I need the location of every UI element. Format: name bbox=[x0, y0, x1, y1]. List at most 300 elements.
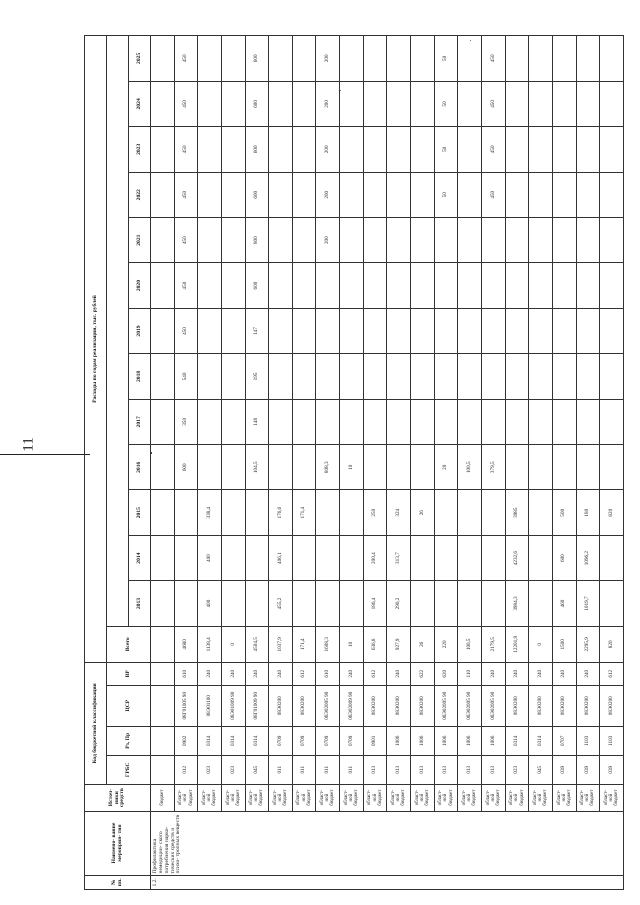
vr-cell: 240 bbox=[552, 662, 576, 685]
rzpr-cell: 0707 bbox=[552, 726, 576, 755]
vr-cell: 240 bbox=[245, 662, 269, 685]
year-value-cell bbox=[529, 581, 553, 626]
rzpr-cell: 0709 bbox=[340, 726, 364, 755]
year-value-cell: 4232,6 bbox=[505, 535, 529, 580]
year-value-cell bbox=[269, 127, 293, 172]
year-value-cell bbox=[363, 399, 387, 444]
vr-cell: 240 bbox=[529, 662, 553, 685]
year-value-cell bbox=[292, 127, 316, 172]
year-value-cell bbox=[552, 217, 576, 262]
csr-cell: 08Э02005 90 bbox=[434, 685, 458, 726]
year-value-cell: 50 bbox=[434, 81, 458, 126]
year-value-cell bbox=[529, 263, 553, 308]
year-value-cell bbox=[600, 445, 624, 490]
csr-cell: 08Э0200 bbox=[411, 685, 435, 726]
year-value-cell bbox=[363, 127, 387, 172]
year-value-cell bbox=[198, 127, 222, 172]
year-value-cell bbox=[576, 399, 600, 444]
year-value-cell bbox=[269, 308, 293, 353]
year-value-cell bbox=[458, 172, 482, 217]
table-row bbox=[198, 36, 222, 890]
header-year: 2014 bbox=[129, 535, 151, 580]
rzpr-cell: 0314 bbox=[221, 726, 245, 755]
year-value-cell bbox=[387, 127, 411, 172]
year-value-cell: 540 bbox=[174, 354, 198, 399]
year-value-cell bbox=[340, 490, 364, 535]
year-value-cell: 450 bbox=[174, 81, 198, 126]
grbs-cell bbox=[151, 755, 175, 784]
page-number: 11 bbox=[20, 437, 37, 452]
year-value-cell: 3984,3 bbox=[505, 581, 529, 626]
table-row bbox=[387, 36, 411, 890]
year-value-cell bbox=[198, 172, 222, 217]
header-budget-classification: Код бюджетной классификации bbox=[85, 662, 107, 784]
year-value-cell bbox=[458, 399, 482, 444]
year-value-cell bbox=[434, 263, 458, 308]
csr-cell: 08Г01005 90 bbox=[174, 685, 198, 726]
expense-table bbox=[84, 35, 624, 890]
grbs-cell: 013 bbox=[411, 755, 435, 784]
grbs-cell: 013 bbox=[363, 755, 387, 784]
year-value-cell bbox=[458, 490, 482, 535]
total-cell: 171,4 bbox=[292, 626, 316, 662]
rzpr-cell: 1006 bbox=[411, 726, 435, 755]
year-value-cell bbox=[221, 399, 245, 444]
year-value-cell: 450 bbox=[174, 308, 198, 353]
total-cell: 1500 bbox=[552, 626, 576, 662]
csr-cell: 08Э02005 90 bbox=[316, 685, 340, 726]
total-cell bbox=[151, 626, 175, 662]
table-row bbox=[481, 36, 505, 890]
year-value-cell bbox=[174, 535, 198, 580]
year-value-cell bbox=[387, 81, 411, 126]
year-value-cell bbox=[411, 535, 435, 580]
year-value-cell bbox=[174, 581, 198, 626]
year-value-cell bbox=[363, 445, 387, 490]
year-value-cell bbox=[458, 127, 482, 172]
header-source: Источ- ники средств bbox=[85, 784, 151, 811]
year-value-cell bbox=[363, 172, 387, 217]
year-value-cell bbox=[292, 308, 316, 353]
year-value-cell: 450 bbox=[481, 172, 505, 217]
vr-cell: 240 bbox=[221, 662, 245, 685]
year-value-cell: 313,7 bbox=[387, 535, 411, 580]
year-value-cell bbox=[340, 399, 364, 444]
header-year: 2025 bbox=[129, 36, 151, 82]
csr-cell: 08Г01009 90 bbox=[245, 685, 269, 726]
year-value-cell: 100,5 bbox=[458, 445, 482, 490]
csr-cell: 08Э0200 bbox=[600, 685, 624, 726]
year-value-cell bbox=[576, 308, 600, 353]
year-value-cell bbox=[245, 490, 269, 535]
year-value-cell bbox=[600, 535, 624, 580]
csr-cell: 08Э0200 bbox=[363, 685, 387, 726]
vr-cell: 622 bbox=[411, 662, 435, 685]
table-row bbox=[552, 36, 576, 890]
year-value-cell bbox=[198, 81, 222, 126]
year-value-cell bbox=[387, 399, 411, 444]
year-value-cell bbox=[600, 354, 624, 399]
year-value-cell: 104,5 bbox=[245, 445, 269, 490]
grbs-cell: 013 bbox=[387, 755, 411, 784]
total-cell: 12201,9 bbox=[505, 626, 529, 662]
table-body bbox=[151, 36, 624, 890]
total-cell: 927,9 bbox=[387, 626, 411, 662]
year-value-cell bbox=[269, 354, 293, 399]
year-value-cell bbox=[151, 354, 175, 399]
header-year: 2024 bbox=[129, 81, 151, 126]
year-value-cell bbox=[221, 308, 245, 353]
year-value-cell: 450 bbox=[174, 217, 198, 262]
table-row bbox=[411, 36, 435, 890]
year-value-cell bbox=[151, 581, 175, 626]
year-value-cell bbox=[198, 36, 222, 82]
year-value-cell bbox=[221, 490, 245, 535]
year-value-cell bbox=[387, 445, 411, 490]
year-value-cell: 180 bbox=[576, 490, 600, 535]
grbs-cell: 023 bbox=[221, 755, 245, 784]
year-value-cell bbox=[529, 490, 553, 535]
total-cell: 2179,5 bbox=[481, 626, 505, 662]
year-value-cell bbox=[221, 445, 245, 490]
year-value-cell: 200 bbox=[316, 172, 340, 217]
header-year: 2013 bbox=[129, 581, 151, 626]
year-value-cell bbox=[198, 399, 222, 444]
year-value-cell bbox=[151, 263, 175, 308]
year-value-cell bbox=[269, 172, 293, 217]
csr-cell: 08Э0200 bbox=[529, 685, 553, 726]
header-year: 2015 bbox=[129, 490, 151, 535]
year-value-cell bbox=[292, 445, 316, 490]
year-value-cell bbox=[600, 81, 624, 126]
year-value-cell bbox=[434, 490, 458, 535]
year-value-cell bbox=[481, 490, 505, 535]
year-value-cell bbox=[529, 172, 553, 217]
year-value-cell: 600 bbox=[245, 263, 269, 308]
source-cell: област- ной бюджет bbox=[292, 784, 316, 811]
year-value-cell bbox=[481, 263, 505, 308]
csr-cell: 08Э02005 90 bbox=[481, 685, 505, 726]
year-value-cell: 20 bbox=[434, 445, 458, 490]
year-value-cell bbox=[363, 308, 387, 353]
year-value-cell: 600 bbox=[245, 172, 269, 217]
year-value-cell bbox=[221, 36, 245, 82]
year-value-cell bbox=[316, 354, 340, 399]
year-value-cell bbox=[552, 399, 576, 444]
year-value-cell: 200 bbox=[316, 36, 340, 82]
year-value-cell bbox=[198, 308, 222, 353]
total-cell: 1037,9 bbox=[269, 626, 293, 662]
source-cell: област- ной бюджет bbox=[529, 784, 553, 811]
year-value-cell bbox=[600, 36, 624, 82]
year-value-cell: 50 bbox=[434, 172, 458, 217]
header-year: 2016 bbox=[129, 445, 151, 490]
rzpr-cell: 1103 bbox=[576, 726, 600, 755]
year-value-cell bbox=[458, 354, 482, 399]
year-value-cell bbox=[316, 399, 340, 444]
vr-cell: 110 bbox=[458, 662, 482, 685]
year-value-cell bbox=[600, 399, 624, 444]
year-value-cell bbox=[316, 308, 340, 353]
year-value-cell bbox=[552, 354, 576, 399]
year-value-cell bbox=[458, 535, 482, 580]
csr-cell: 08Э0200 bbox=[552, 685, 576, 726]
year-value-cell bbox=[292, 581, 316, 626]
year-value-cell bbox=[576, 354, 600, 399]
year-value-cell: 450 bbox=[481, 127, 505, 172]
year-value-cell bbox=[245, 535, 269, 580]
year-value-cell bbox=[340, 217, 364, 262]
year-value-cell bbox=[198, 445, 222, 490]
grbs-cell: 011 bbox=[316, 755, 340, 784]
year-value-cell bbox=[151, 217, 175, 262]
vr-cell: 240 bbox=[387, 662, 411, 685]
year-value-cell bbox=[340, 81, 364, 126]
year-value-cell bbox=[434, 399, 458, 444]
rzpr-cell: 1103 bbox=[600, 726, 624, 755]
year-value-cell bbox=[481, 217, 505, 262]
source-cell: област- ной бюджет bbox=[434, 784, 458, 811]
table-row bbox=[434, 36, 458, 890]
source-cell: област- ной бюджет bbox=[552, 784, 576, 811]
csr-cell bbox=[151, 685, 175, 726]
source-cell: област- ной бюджет bbox=[411, 784, 435, 811]
total-cell: 0 bbox=[529, 626, 553, 662]
year-value-cell: 450 bbox=[174, 263, 198, 308]
year-value-cell bbox=[552, 263, 576, 308]
year-value-cell bbox=[340, 36, 364, 82]
year-value-cell bbox=[316, 263, 340, 308]
rzpr-cell: 0709 bbox=[316, 726, 340, 755]
year-value-cell bbox=[387, 172, 411, 217]
year-value-cell bbox=[363, 354, 387, 399]
year-value-cell: 600 bbox=[245, 127, 269, 172]
year-value-cell bbox=[411, 445, 435, 490]
csr-cell: 08Э0200 bbox=[387, 685, 411, 726]
rzpr-cell: 1006 bbox=[434, 726, 458, 755]
item-number: 1.2. bbox=[151, 875, 624, 889]
year-value-cell bbox=[505, 81, 529, 126]
year-value-cell bbox=[529, 81, 553, 126]
year-value-cell bbox=[600, 308, 624, 353]
year-value-cell bbox=[552, 172, 576, 217]
scan-cut-line bbox=[0, 454, 90, 455]
year-value-cell bbox=[151, 490, 175, 535]
csr-cell: 08Э01009 90 bbox=[221, 685, 245, 726]
vr-cell: 612 bbox=[292, 662, 316, 685]
source-cell: област- ной бюджет bbox=[340, 784, 364, 811]
year-value-cell bbox=[434, 354, 458, 399]
csr-cell: 08Э0200 bbox=[505, 685, 529, 726]
vr-cell: 612 bbox=[600, 662, 624, 685]
year-value-cell bbox=[151, 81, 175, 126]
year-value-cell bbox=[411, 399, 435, 444]
year-value-cell bbox=[458, 263, 482, 308]
rzpr-cell: 0901 bbox=[363, 726, 387, 755]
year-value-cell: 195 bbox=[245, 354, 269, 399]
table-row bbox=[600, 36, 624, 890]
year-value-cell bbox=[411, 581, 435, 626]
year-value-cell bbox=[221, 354, 245, 399]
vr-cell: 240 bbox=[269, 662, 293, 685]
table-row bbox=[363, 36, 387, 890]
year-value-cell: 50 bbox=[434, 127, 458, 172]
grbs-cell: 013 bbox=[458, 755, 482, 784]
csr-cell: 08Э0200 bbox=[292, 685, 316, 726]
year-value-cell bbox=[292, 172, 316, 217]
year-value-cell bbox=[529, 445, 553, 490]
total-cell: 4504,5 bbox=[245, 626, 269, 662]
year-value-cell bbox=[600, 127, 624, 172]
year-value-cell bbox=[151, 36, 175, 82]
source-cell: област- ной бюджет bbox=[387, 784, 411, 811]
year-value-cell bbox=[411, 81, 435, 126]
year-value-cell bbox=[387, 36, 411, 82]
year-value-cell bbox=[600, 581, 624, 626]
year-value-cell bbox=[411, 127, 435, 172]
year-value-cell: 808,3 bbox=[316, 445, 340, 490]
source-cell: област- ной бюджет bbox=[269, 784, 293, 811]
year-value-cell: 600 bbox=[174, 445, 198, 490]
year-value-cell bbox=[269, 81, 293, 126]
year-value-cell bbox=[151, 535, 175, 580]
total-cell: 820 bbox=[600, 626, 624, 662]
year-value-cell: 600 bbox=[245, 81, 269, 126]
header-year: 2022 bbox=[129, 172, 151, 217]
csr-cell: 08Э0200 bbox=[269, 685, 293, 726]
csr-cell: 08Э02005 90 bbox=[458, 685, 482, 726]
year-value-cell bbox=[269, 36, 293, 82]
year-value-cell bbox=[576, 81, 600, 126]
vr-cell: 620 bbox=[434, 662, 458, 685]
year-value-cell bbox=[552, 127, 576, 172]
year-value-cell bbox=[269, 399, 293, 444]
year-value-cell bbox=[316, 490, 340, 535]
table-row bbox=[505, 36, 529, 890]
rotated-table-container bbox=[84, 35, 624, 890]
source-cell: област- ной бюджет bbox=[576, 784, 600, 811]
year-value-cell bbox=[221, 581, 245, 626]
year-value-cell bbox=[387, 308, 411, 353]
year-value-cell bbox=[363, 36, 387, 82]
year-value-cell bbox=[458, 217, 482, 262]
rzpr-cell: 1006 bbox=[387, 726, 411, 755]
grbs-cell: 013 bbox=[481, 755, 505, 784]
year-value-cell bbox=[481, 535, 505, 580]
total-cell: 4680 bbox=[174, 626, 198, 662]
year-value-cell: 3985 bbox=[505, 490, 529, 535]
year-value-cell bbox=[269, 445, 293, 490]
year-value-cell: 600 bbox=[552, 535, 576, 580]
year-value-cell: 500 bbox=[552, 490, 576, 535]
year-value-cell: 200 bbox=[316, 81, 340, 126]
year-value-cell: 148 bbox=[245, 399, 269, 444]
year-value-cell bbox=[600, 217, 624, 262]
grbs-cell: 023 bbox=[198, 755, 222, 784]
year-value-cell bbox=[529, 127, 553, 172]
year-value-cell bbox=[387, 263, 411, 308]
source-cell: област- ной бюджет bbox=[245, 784, 269, 811]
year-value-cell bbox=[292, 263, 316, 308]
year-value-cell bbox=[363, 217, 387, 262]
table-row bbox=[458, 36, 482, 890]
year-value-cell bbox=[505, 127, 529, 172]
rzpr-cell: 1006 bbox=[481, 726, 505, 755]
vr-cell bbox=[151, 662, 175, 685]
year-value-cell bbox=[340, 308, 364, 353]
total-cell: 1138,4 bbox=[198, 626, 222, 662]
year-value-cell bbox=[529, 535, 553, 580]
year-value-cell bbox=[151, 172, 175, 217]
year-value-cell bbox=[292, 399, 316, 444]
year-value-cell bbox=[529, 36, 553, 82]
year-value-cell bbox=[505, 354, 529, 399]
year-value-cell: 200,4 bbox=[363, 535, 387, 580]
year-value-cell bbox=[434, 217, 458, 262]
year-value-cell bbox=[481, 581, 505, 626]
year-value-cell bbox=[505, 172, 529, 217]
year-value-cell bbox=[458, 308, 482, 353]
year-value-cell bbox=[269, 217, 293, 262]
year-value-cell bbox=[221, 127, 245, 172]
table-row bbox=[292, 36, 316, 890]
table-row bbox=[151, 36, 175, 890]
rzpr-cell: 1006 bbox=[458, 726, 482, 755]
year-value-cell: 10 bbox=[340, 445, 364, 490]
year-value-cell: 1019,7 bbox=[576, 581, 600, 626]
year-value-cell bbox=[198, 217, 222, 262]
year-value-cell bbox=[505, 36, 529, 82]
source-cell: област- ной бюджет bbox=[481, 784, 505, 811]
rzpr-cell: 0902 bbox=[174, 726, 198, 755]
year-value-cell: 290,2 bbox=[387, 581, 411, 626]
source-cell: област- ной бюджет bbox=[363, 784, 387, 811]
year-value-cell bbox=[387, 354, 411, 399]
year-value-cell bbox=[529, 354, 553, 399]
year-value-cell: 400 bbox=[198, 535, 222, 580]
header-total: Всего bbox=[107, 626, 151, 662]
year-value-cell bbox=[505, 217, 529, 262]
year-value-cell bbox=[221, 172, 245, 217]
table-row bbox=[245, 36, 269, 890]
vr-cell: 240 bbox=[481, 662, 505, 685]
rzpr-cell: 0314 bbox=[198, 726, 222, 755]
total-cell: 2295,9 bbox=[576, 626, 600, 662]
year-value-cell bbox=[221, 263, 245, 308]
year-value-cell bbox=[576, 36, 600, 82]
year-value-cell bbox=[529, 308, 553, 353]
vr-cell: 240 bbox=[340, 662, 364, 685]
year-value-cell: 147 bbox=[245, 308, 269, 353]
year-value-cell bbox=[411, 36, 435, 82]
year-value-cell bbox=[340, 581, 364, 626]
year-value-cell bbox=[434, 308, 458, 353]
source-cell: област- ной бюджет bbox=[600, 784, 624, 811]
grbs-cell: 039 bbox=[552, 755, 576, 784]
header-title: Наимено- вание мероприя- тия bbox=[85, 811, 151, 875]
year-value-cell bbox=[458, 81, 482, 126]
source-cell: област- ной бюджет bbox=[316, 784, 340, 811]
year-value-cell bbox=[245, 581, 269, 626]
header-year: 2018 bbox=[129, 354, 151, 399]
year-value-cell: 400 bbox=[198, 581, 222, 626]
year-value-cell bbox=[340, 172, 364, 217]
total-cell: 100,5 bbox=[458, 626, 482, 662]
vr-cell: 610 bbox=[316, 662, 340, 685]
header-year: 2021 bbox=[129, 217, 151, 262]
year-value-cell: 200 bbox=[316, 217, 340, 262]
year-value-cell bbox=[292, 217, 316, 262]
